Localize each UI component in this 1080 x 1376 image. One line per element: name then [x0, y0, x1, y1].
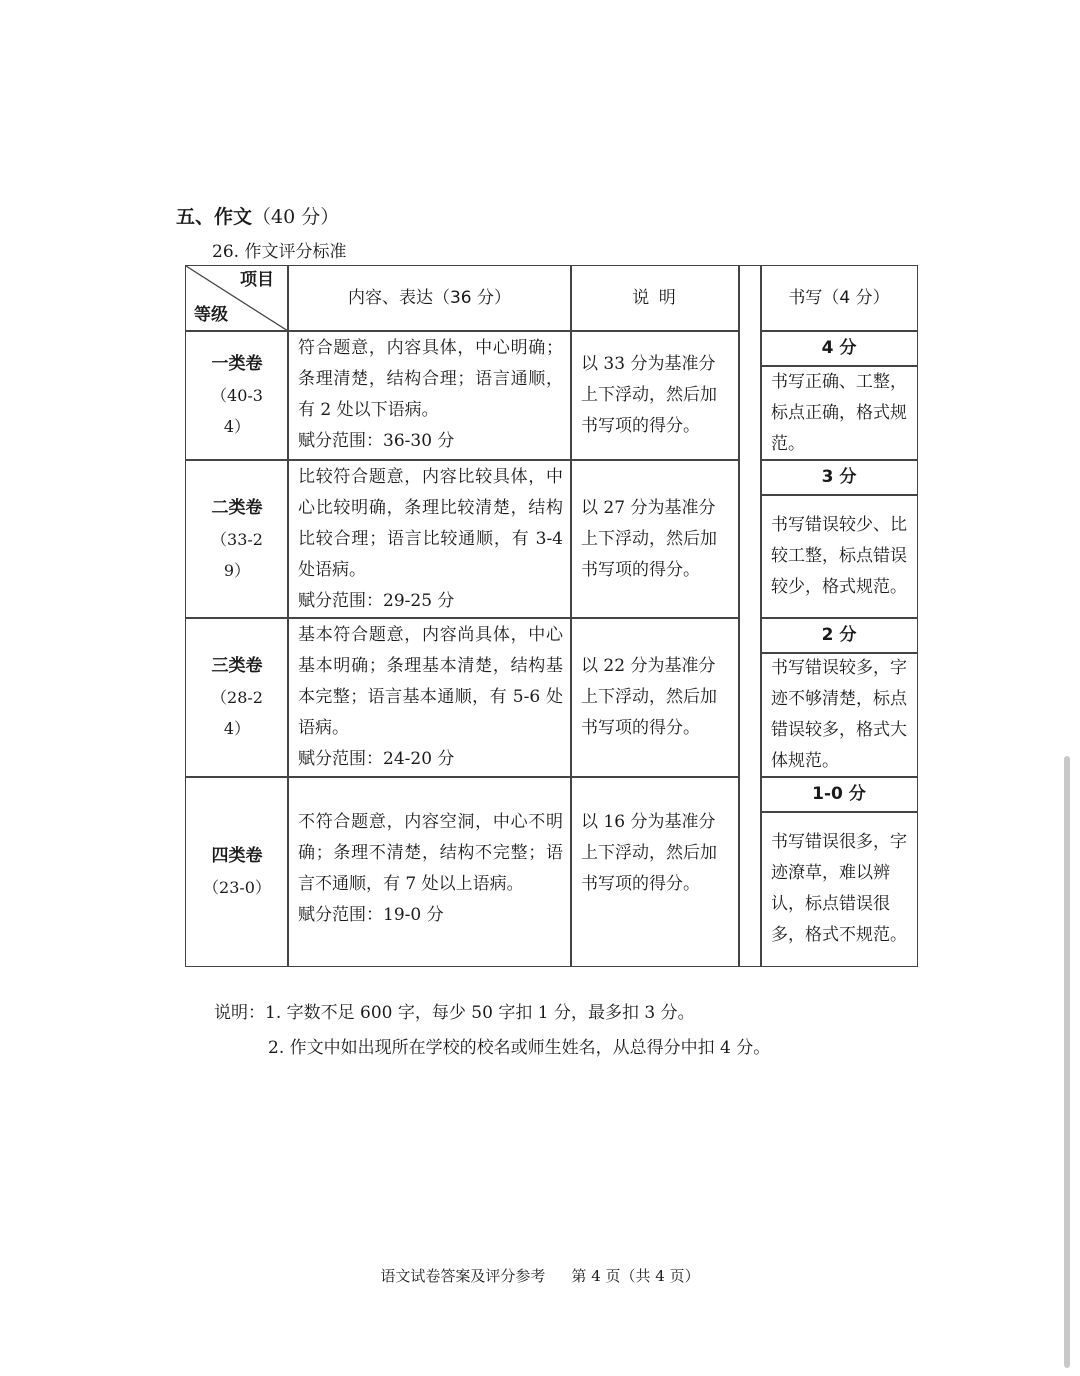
desc-cell-3: 以 22 分为基准分上下浮动，然后加书写项的得分。	[570, 617, 740, 778]
desc-cell-4: 以 16 分为基准分上下浮动，然后加书写项的得分。	[570, 776, 740, 967]
header-writing: 书写（4 分）	[760, 265, 918, 332]
section-title	[176, 203, 339, 231]
grade-cell-4	[185, 776, 289, 967]
grade-range: （23-0）	[203, 877, 271, 897]
subtitle: 26. 作文评分标准	[212, 242, 347, 262]
score-range: 赋分范围：36-30 分	[298, 431, 455, 451]
header-desc: 说 明	[570, 265, 740, 332]
grade-cell-1	[185, 330, 289, 461]
scoring-table	[185, 265, 918, 967]
writing-text-1: 书写正确、工整，标点正确，格式规范。	[760, 365, 918, 461]
content-cell-3	[287, 617, 572, 778]
content-text: 符合题意，内容具体，中心明确；条理清楚，结构合理；语言通顺，有 2 处以下语病。	[298, 338, 563, 420]
writing-score-3: 2 分	[760, 617, 918, 654]
score-range: 赋分范围：24-20 分	[298, 749, 455, 769]
grade-range: （28-24）	[211, 688, 263, 738]
desc-cell-2: 以 27 分为基准分上下浮动，然后加书写项的得分。	[570, 459, 740, 619]
grade-name: 二类卷	[211, 497, 263, 518]
page-footer	[0, 1265, 1080, 1287]
grade-cell-2	[185, 459, 289, 619]
writing-text-3: 书写错误较多，字迹不够清楚，标点错误较多，格式大体规范。	[760, 652, 918, 778]
writing-score-2: 3 分	[760, 459, 918, 496]
writing-text-2: 书写错误较少、比较工整，标点错误较少，格式规范。	[760, 494, 918, 619]
content-text: 比较符合题意，内容比较具体，中心比较明确，条理比较清楚，结构比较合理；语言比较通顺，有 3-4 处语病。	[298, 467, 563, 580]
footer-page-number: 第 4 页（共 4 页）	[571, 1267, 700, 1285]
notes-label: 说明：	[214, 1003, 265, 1023]
writing-score-4: 1-0 分	[760, 776, 918, 813]
grade-range: （40-34）	[211, 386, 263, 436]
desc-cell-1: 以 33 分为基准分上下浮动，然后加书写项的得分。	[570, 330, 740, 461]
grade-name: 一类卷	[211, 354, 263, 374]
header-item-label: 项目	[240, 270, 274, 290]
writing-score-1: 4 分	[760, 330, 918, 367]
gap-column	[738, 265, 762, 967]
content-cell-2	[287, 459, 572, 619]
footer-doc-title: 语文试卷答案及评分参考	[380, 1267, 546, 1285]
score-range: 赋分范围：19-0 分	[298, 905, 444, 925]
header-diagonal-cell	[185, 265, 289, 332]
content-cell-4	[287, 776, 572, 967]
content-text: 基本符合题意，内容尚具体，中心基本明确；条理基本清楚，结构基本完整；语言基本通顺，有 5-6 处语病。	[298, 625, 563, 738]
section-points: （40 分）	[252, 206, 340, 228]
header-content: 内容、表达（36 分）	[287, 265, 572, 332]
content-cell-1	[287, 330, 572, 461]
grade-name: 三类卷	[211, 656, 263, 676]
header-grade-label: 等级	[194, 305, 228, 325]
grade-name: 四类卷	[211, 845, 263, 866]
content-text: 不符合题意，内容空洞，中心不明确；条理不清楚，结构不完整；语言不通顺，有 7 处以上语病。	[298, 812, 563, 894]
notes-item-2: 2. 作文中如出现所在学校的校名或师生姓名，从总得分中扣 4 分。	[268, 1038, 771, 1058]
notes-line-1	[214, 1000, 695, 1026]
notes-item-1: 1. 字数不足 600 字，每少 50 字扣 1 分，最多扣 3 分。	[265, 1003, 695, 1023]
writing-text-4: 书写错误很多，字迹潦草，难以辨认，标点错误很多，格式不规范。	[760, 811, 918, 967]
section-title-text: 五、作文	[176, 206, 253, 228]
score-range: 赋分范围：29-25 分	[298, 591, 455, 611]
grade-range: （33-29）	[211, 529, 263, 580]
grade-cell-3	[185, 617, 289, 778]
